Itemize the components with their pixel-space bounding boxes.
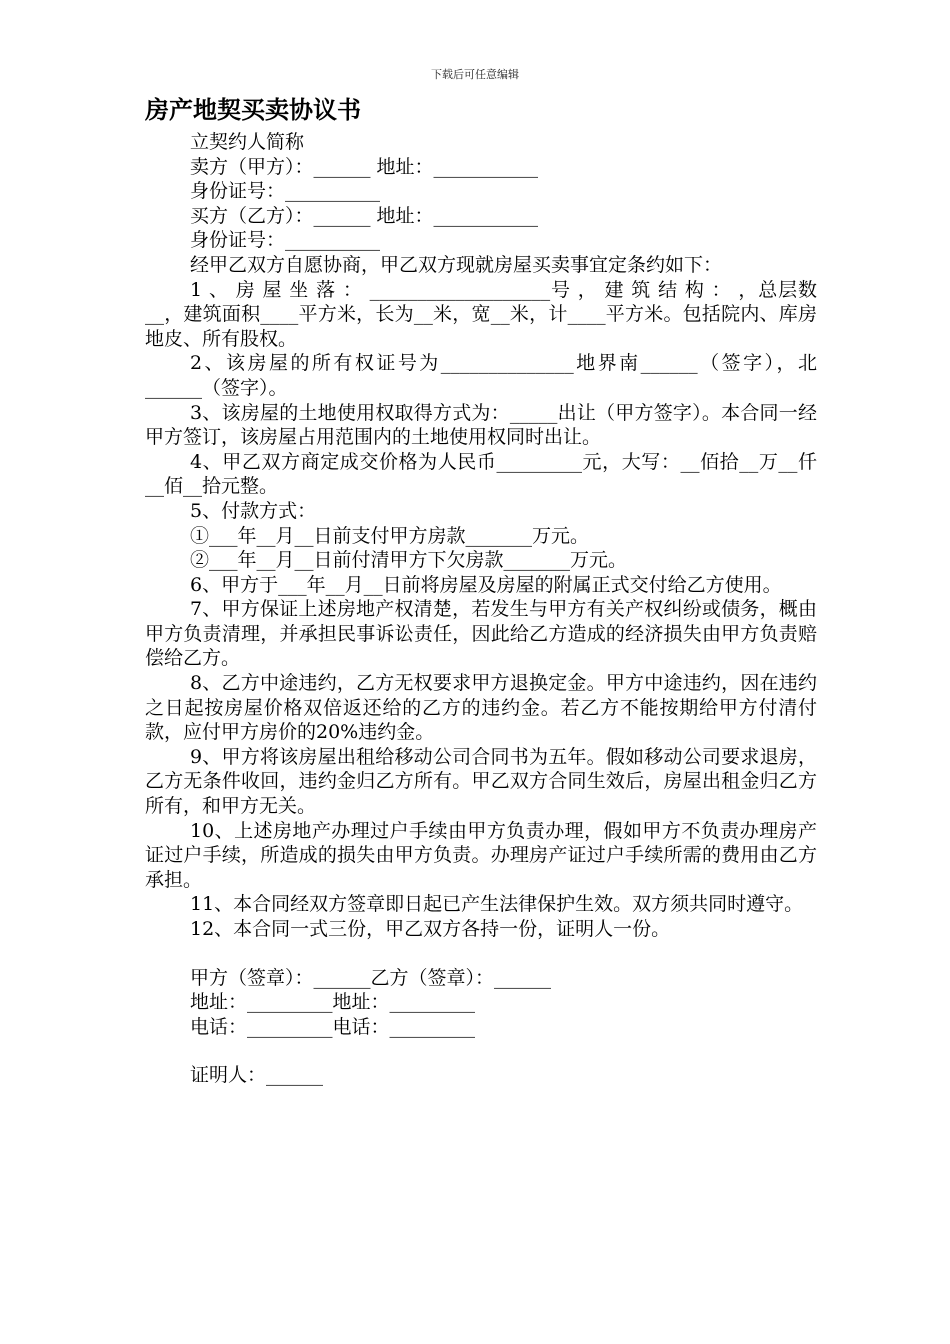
clause-9: 9、甲方将该房屋出租给移动公司合同书为五年。假如移动公司要求退房，乙方无条件收回，违约金归乙方所有。甲乙双方合同生效后，房屋出租金归乙方所有，和甲方无关。: [145, 745, 817, 818]
clause-5: 5、付款方式：: [190, 499, 317, 522]
clause-11: 11、本合同经双方签章即日起已产生法律保护生效。双方须共同时遵守。: [190, 893, 804, 916]
page-header-note: 下载后可任意编辑: [431, 68, 519, 81]
clause-8: 8、乙方中途违约，乙方无权要求甲方退换定金。甲方中途违约，因在违约之日起按房屋价格双倍返还给的乙方的违约金。若乙方不能按期给甲方付清付款，应付甲方房价的20%违约金。: [145, 672, 817, 744]
clause-2: 2、该房屋的所有权证号为______________地界南______（签字），北______（签字）。: [145, 352, 817, 399]
witness-line: 证明人：______: [190, 1064, 324, 1087]
clause-1: 1 、 房 屋 坐 落 ： ___________________号 ， 建 筑 结 构 ： ，总层数__，建筑面积____平方米，长为__米，宽__米，计____平方米。包括院内、库房地皮、所有股权。: [145, 278, 817, 350]
clause-12: 12、本合同一式三份，甲乙双方各持一份，证明人一份。: [190, 918, 671, 940]
payment-item-1: ①___年__月__日前支付甲方房款_______万元。: [190, 524, 590, 547]
address-line: 地址：_________地址：_________: [190, 991, 476, 1014]
clause-6: 6、甲方于___年__月__日前将房屋及房屋的附属正式交付给乙方使用。: [190, 573, 782, 596]
seller-id-line: 身份证号：__________: [190, 180, 381, 203]
signature-line: 甲方（签章）：______乙方（签章）：______: [190, 966, 552, 989]
intro-line: 立契约人简称: [190, 131, 305, 153]
document-body: [145, 92, 817, 1088]
buyer-id-line: 身份证号：__________: [190, 229, 381, 252]
clause-7: 7、甲方保证上述房地产权清楚，若发生与甲方有关产权纠纷或债务，概由甲方负责清理，并承担民事诉讼责任，因此给乙方造成的经济损失由甲方负责赔偿给乙方。: [145, 598, 817, 670]
preamble-line: 经甲乙双方自愿协商，甲乙双方现就房屋买卖事宜定条约如下：: [190, 253, 723, 276]
document-title: 房产地契买卖协议书: [145, 95, 361, 124]
clause-10: 10、上述房地产办理过户手续由甲方负责办理，假如甲方不负责办理房产证过户手续，所造成的损失由甲方负责。办理房产证过户手续所需的费用由乙方承担。: [145, 819, 817, 891]
clause-4: 4、甲乙双方商定成交价格为人民币_________元，大写：__佰拾__万__仟__佰__拾元整。: [145, 450, 817, 498]
seller-line: 卖方（甲方）：______ 地址：___________: [190, 155, 539, 178]
payment-item-2: ②___年__月__日前付清甲方下欠房款_______万元。: [190, 549, 628, 572]
phone-line: 电话：_________电话：_________: [190, 1015, 476, 1038]
buyer-line: 买方（乙方）：______ 地址：___________: [190, 204, 539, 227]
clause-3: 3、该房屋的土地使用权取得方式为：_____出让（甲方签字）。本合同一经甲方签订，该房屋占用范围内的土地使用权同时出让。: [145, 401, 817, 449]
